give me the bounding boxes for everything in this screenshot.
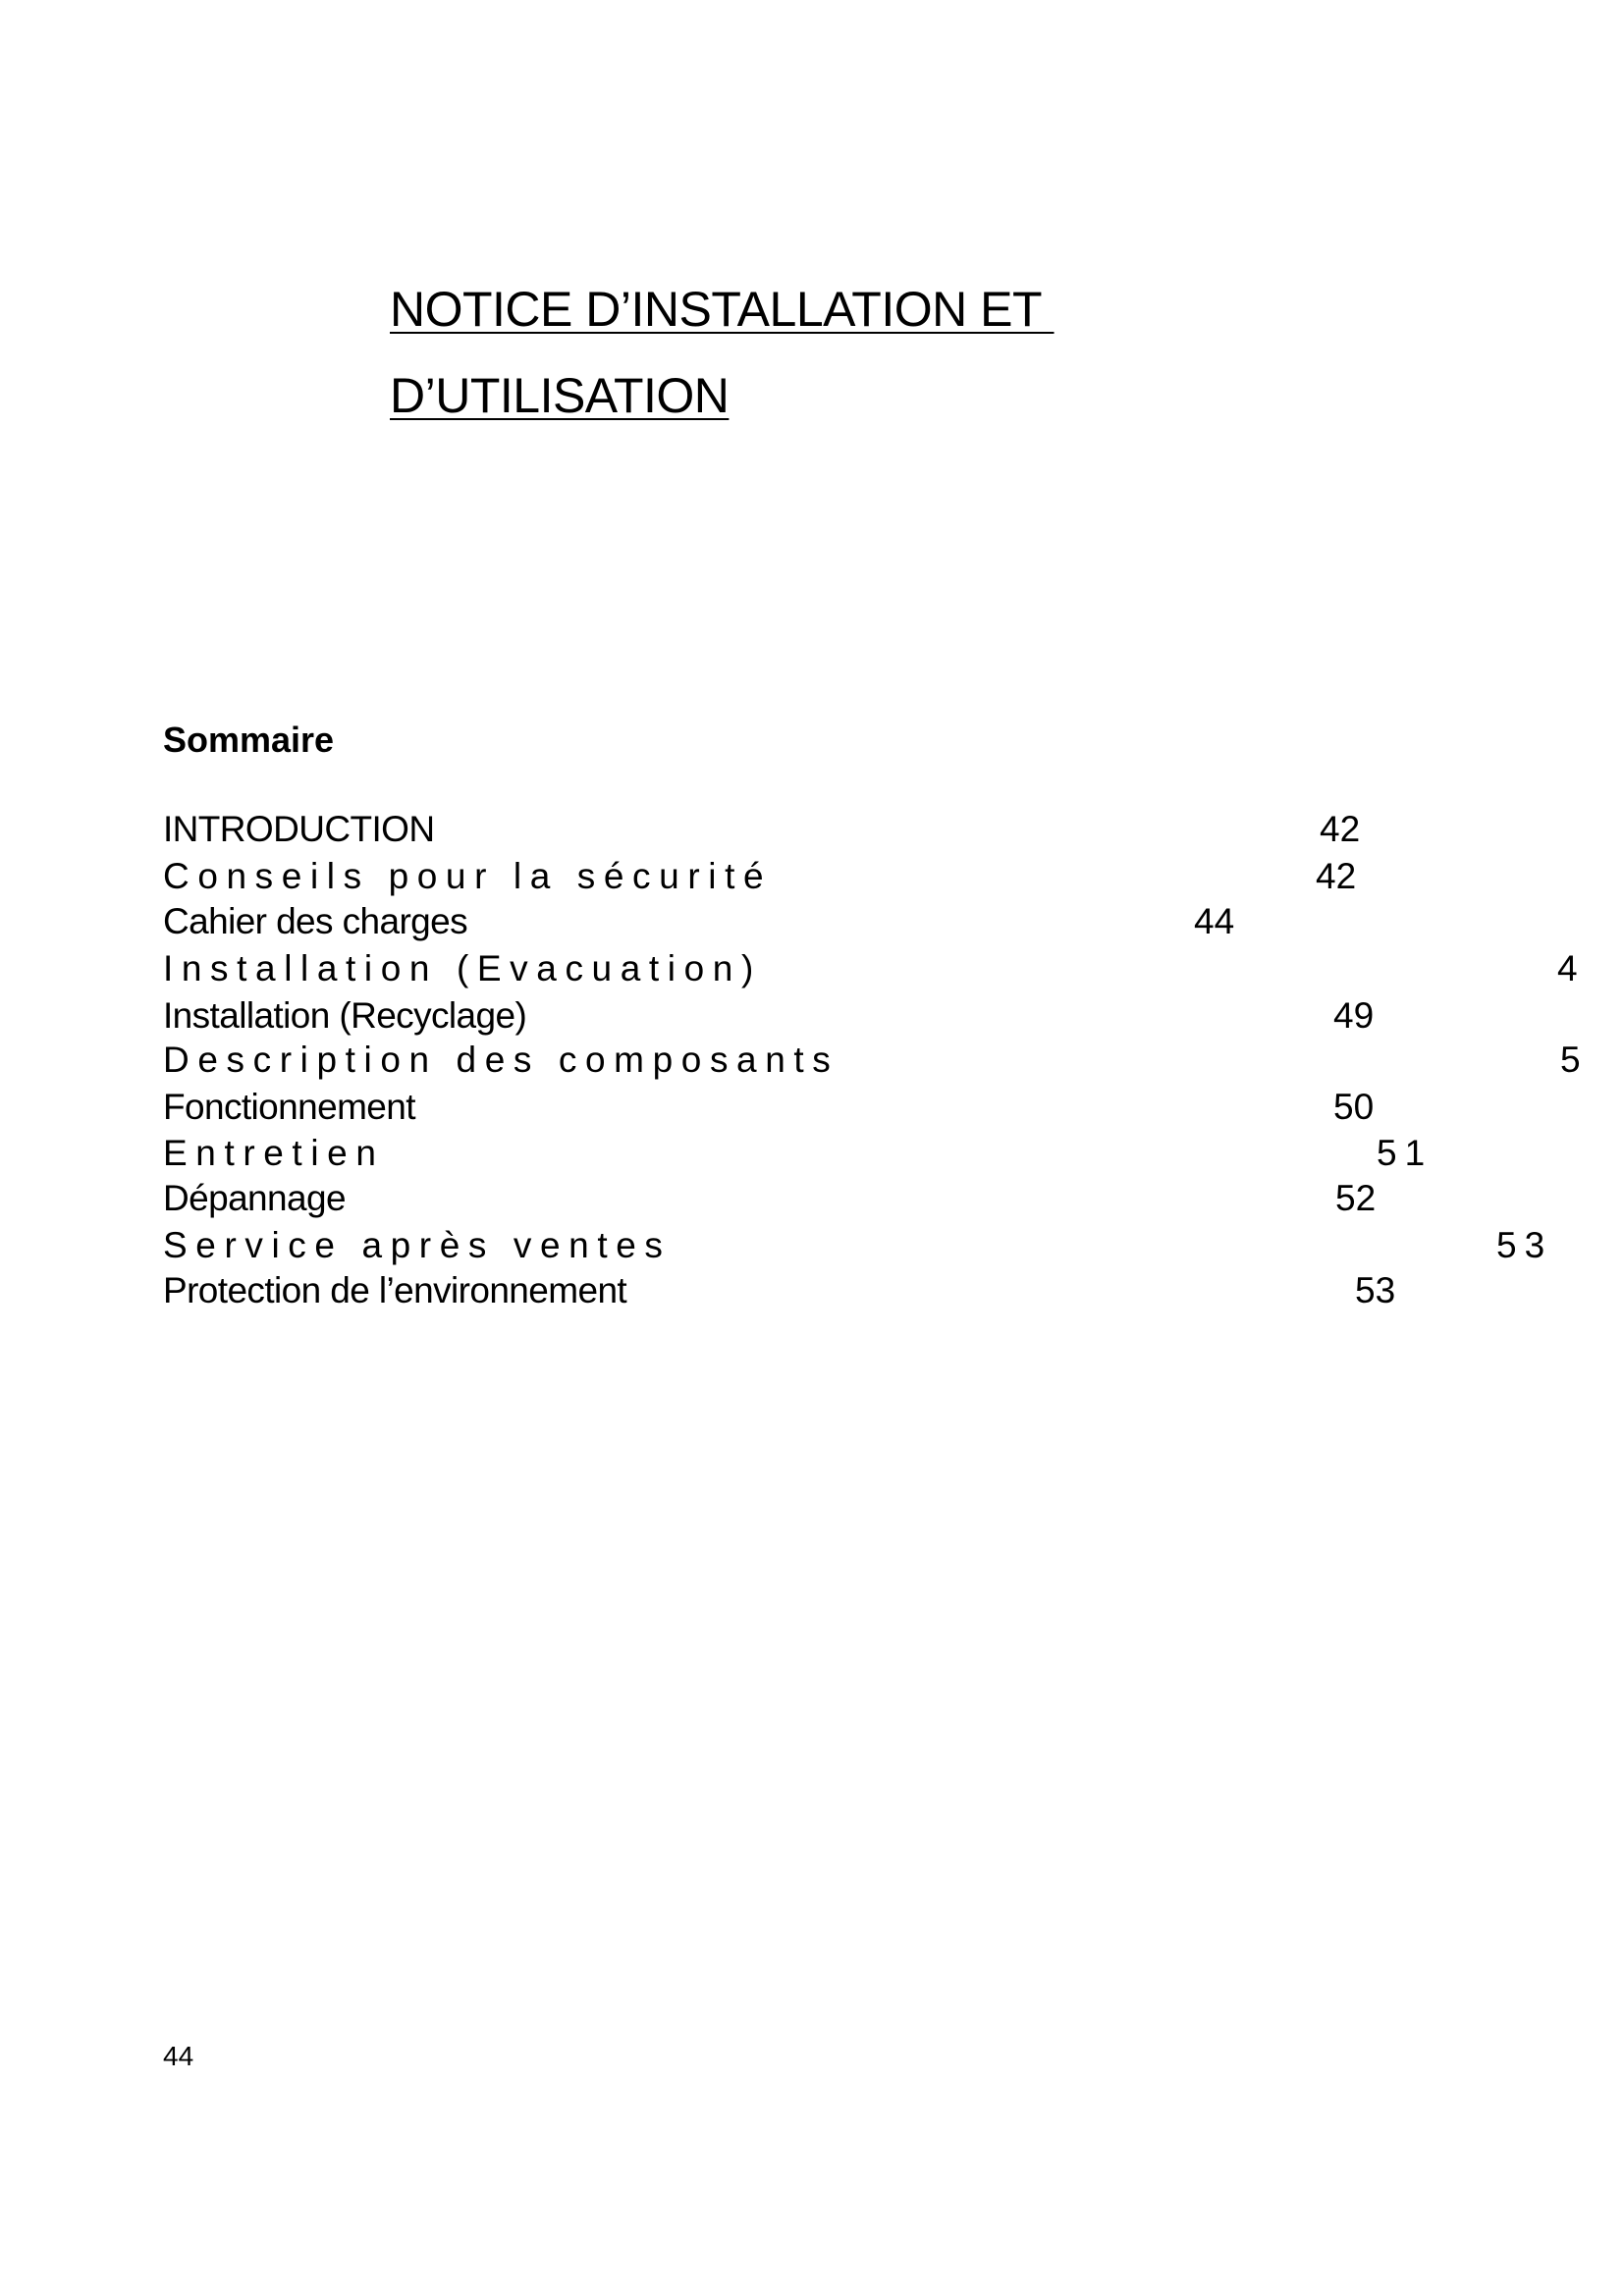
page-number: 44 [163,2041,194,2071]
toc-entry-service-apres-ventes [163,1223,1616,1268]
toc-entry-conseils-securite [163,854,1616,899]
toc-entry-page: 42 [1316,856,1357,896]
toc-entry-entretien [163,1131,1616,1176]
toc-entry-label: Description des composants [163,1040,839,1080]
toc-entry-page: 42 [1320,809,1361,849]
toc-entry-page: 53 [1496,1225,1553,1265]
toc-entry-label: Fonctionnement [163,1087,415,1127]
toc-entry-label: Cahier des charges [163,901,468,941]
toc-entry-description-composants [163,1038,1616,1083]
toc-entry-introduction [163,807,1616,852]
toc-entry-depannage [163,1176,1616,1221]
toc-entry-cahier-charges [163,899,1616,944]
toc-entry-label: Installation (Recyclage) [163,995,527,1036]
toc-entry-label: Protection de l’environnement [163,1270,627,1310]
toc-entry-page: 5 [1560,1040,1581,1080]
toc-entry-label: INTRODUCTION [163,809,435,849]
toc-entry-page: 4 [1557,948,1578,988]
toc-entry-protection-environnement [163,1268,1616,1313]
table-of-contents [163,0,1616,2296]
toc-heading: Sommaire [163,720,335,760]
toc-entry-page: 44 [1194,901,1235,941]
toc-entry-installation-evacuation [163,946,1616,991]
toc-entry-page: 49 [1333,995,1375,1036]
title-line-2: D’UTILISATION [390,368,730,423]
toc-entry-label: Installation (Evacuation) [163,948,762,988]
toc-entry-label: Entretien [163,1133,385,1173]
toc-entry-label: Dépannage [163,1178,346,1218]
toc-entry-label: Conseils pour la sécurité [163,856,773,896]
toc-entry-fonctionnement [163,1085,1616,1130]
toc-entry-page: 50 [1333,1087,1375,1127]
toc-entry-page: 51 [1377,1133,1434,1173]
toc-entry-page: 53 [1355,1270,1396,1310]
title-line-1: NOTICE D’INSTALLATION ET [390,282,1055,337]
toc-entry-label: Service après ventes [163,1225,672,1265]
toc-entry-page: 52 [1335,1178,1377,1218]
toc-entry-installation-recyclage [163,993,1616,1039]
